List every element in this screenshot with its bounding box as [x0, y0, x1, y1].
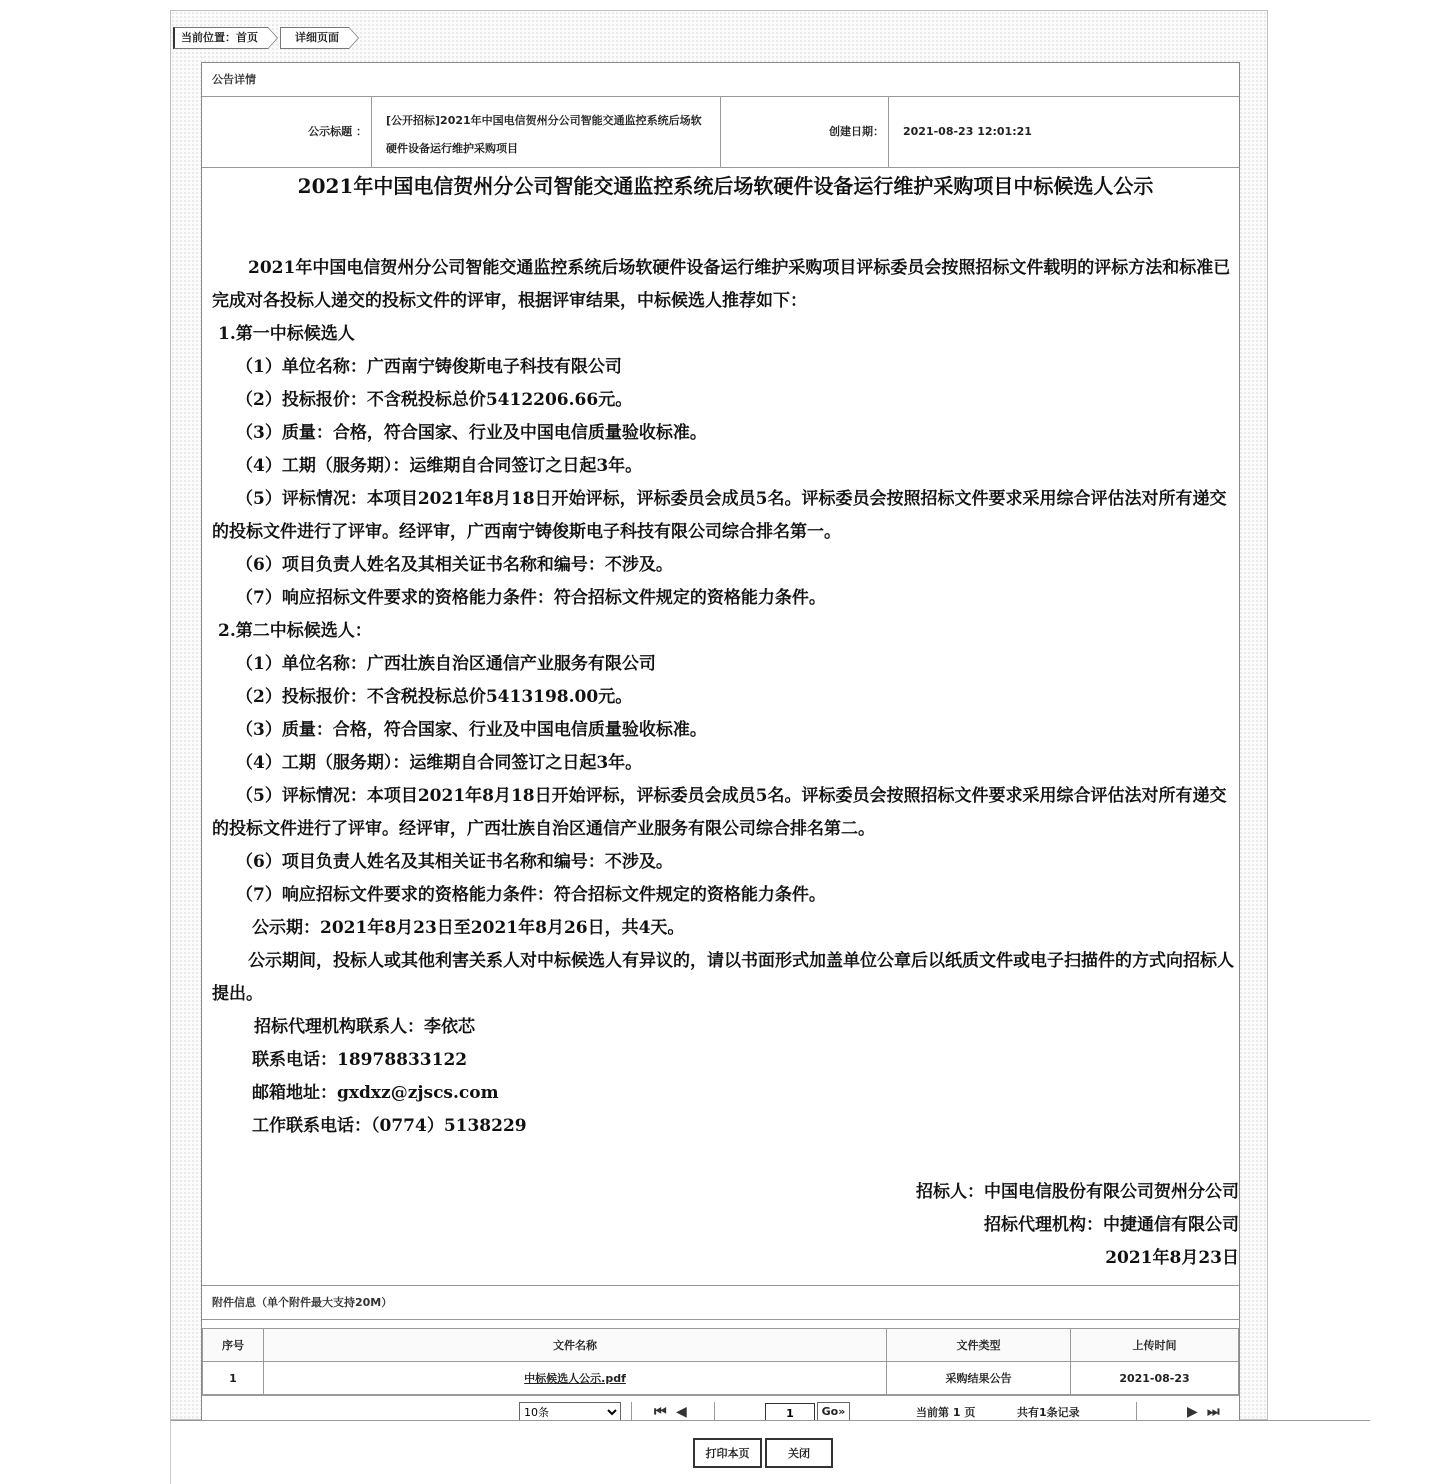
candidate2-item: （4）工期（服务期）：运维期自合同签订之日起3年。 — [236, 753, 643, 773]
column-header: 文件名称 — [264, 1329, 887, 1362]
date-value: 2021-08-23 12:01:21 — [903, 125, 1032, 138]
row-number: 1 — [203, 1362, 264, 1395]
candidate1-item: （6）项目负责人姓名及其相关证书名称和编号：不涉及。 — [236, 555, 673, 575]
title-value: [公开招标]2021年中国电信贺州分公司智能交通监控系统后场软硬件设备运行维护采购项目 — [372, 97, 721, 167]
table-row — [203, 1362, 1239, 1395]
prev-page-icon[interactable]: ◀ — [676, 1404, 687, 1420]
breadcrumb-home[interactable]: 当前位置：首页 — [173, 27, 268, 49]
current-page-text: 当前第 1 页 — [916, 1406, 976, 1419]
candidate2-item: （2）投标报价：不含税投标总价5413198.00元。 — [236, 687, 633, 707]
close-button[interactable]: 关闭 — [765, 1438, 833, 1468]
bottom-action-bar — [170, 1420, 1370, 1484]
candidate1-item: （3）质量：合格，符合国家、行业及中国电信质量验收标准。 — [236, 423, 707, 443]
intro-paragraph: 2021年中国电信贺州分公司智能交通监控系统后场软硬件设备运行维护采购项目评标委员会按照招标文件载明的评标方法和标准已完成对各投标人递交的投标文件的评审，根据评审结果，中标候选人推荐如下： — [212, 258, 1231, 311]
total-records-text: 共有1条记录 — [1017, 1406, 1080, 1419]
info-row — [202, 97, 1239, 168]
column-header: 序号 — [203, 1329, 264, 1362]
signature-agency: 招标代理机构：中捷通信有限公司 — [984, 1215, 1239, 1235]
signature-date: 2021年8月23日 — [1105, 1248, 1239, 1268]
page-frame — [170, 10, 1268, 1420]
candidate2-item: （6）项目负责人姓名及其相关证书名称和编号：不涉及。 — [236, 852, 673, 872]
last-page-icon[interactable]: ⏭ — [1207, 1404, 1220, 1420]
notice-panel — [201, 62, 1240, 1429]
upload-date: 2021-08-23 — [1071, 1362, 1239, 1395]
candidate1-heading: 1.第一中标候选人 — [218, 324, 355, 344]
candidate1-item: （5）评标情况：本项目2021年8月18日开始评标，评标委员会成员5名。评标委员会按照招标文件要求采用综合评估法对所有递交的投标文件进行了评审。经评审，广西南宁铸俊斯电子科技有限公司综合排名第一。 — [212, 489, 1227, 542]
signature-tenderer: 招标人：中国电信股份有限公司贺州分公司 — [916, 1182, 1239, 1202]
contact-phone: 联系电话：18978833122 — [252, 1050, 468, 1070]
publicity-period: 公示期：2021年8月23日至2021年8月26日，共4天。 — [252, 918, 685, 938]
attachments-header: 附件信息（单个附件最大支持20M） — [202, 1285, 1239, 1320]
title-label: 公示标题 ： — [202, 97, 372, 167]
candidate2-item: （1）单位名称：广西壮族自治区通信产业服务有限公司 — [236, 654, 656, 674]
go-button[interactable]: Go» — [817, 1402, 850, 1422]
column-header: 文件类型 — [887, 1329, 1071, 1362]
file-link[interactable]: 中标候选人公示.pdf — [524, 1372, 626, 1385]
file-type: 采购结果公告 — [887, 1362, 1071, 1395]
candidate1-item: （7）响应招标文件要求的资格能力条件：符合招标文件规定的资格能力条件。 — [236, 588, 826, 608]
candidate2-item: （7）响应招标文件要求的资格能力条件：符合招标文件规定的资格能力条件。 — [236, 885, 826, 905]
next-page-icon[interactable]: ▶ — [1187, 1404, 1198, 1420]
document-title: 2021年中国电信贺州分公司智能交通监控系统后场软硬件设备运行维护采购项目中标候选人公示 — [297, 174, 1154, 198]
print-button[interactable]: 打印本页 — [693, 1438, 762, 1468]
agent-contact: 招标代理机构联系人：李依芯 — [254, 1017, 475, 1037]
date-label: 创建日期： — [721, 97, 889, 167]
candidate2-item: （3）质量：合格，符合国家、行业及中国电信质量验收标准。 — [236, 720, 707, 740]
candidate1-item: （1）单位名称：广西南宁铸俊斯电子科技有限公司 — [236, 357, 622, 377]
contact-email: 邮箱地址：gxdxz@zjscs.com — [252, 1083, 499, 1103]
page-size-select[interactable] — [519, 1402, 621, 1422]
breadcrumb — [173, 27, 349, 49]
work-phone: 工作联系电话：（0774）5138229 — [252, 1116, 527, 1136]
file-name-cell — [264, 1362, 887, 1395]
objection-paragraph: 公示期间，投标人或其他利害关系人对中标候选人有异议的，请以书面形式加盖单位公章后以纸质文件或电子扫描件的方式向招标人提出。 — [212, 951, 1234, 1004]
candidate1-item: （4）工期（服务期）：运维期自合同签订之日起3年。 — [236, 456, 643, 476]
column-header: 上传时间 — [1071, 1329, 1239, 1362]
candidate2-heading: 2.第二中标候选人： — [218, 621, 372, 641]
breadcrumb-current: 详细页面 — [280, 27, 349, 49]
panel-header: 公告详情 — [202, 63, 1239, 97]
first-page-icon[interactable]: ⏮ — [654, 1404, 667, 1420]
candidate1-item: （2）投标报价：不含税投标总价5412206.66元。 — [236, 390, 633, 410]
attachments-table — [202, 1328, 1239, 1395]
notice-content — [202, 168, 1239, 1285]
table-header-row — [203, 1329, 1239, 1362]
candidate2-item: （5）评标情况：本项目2021年8月18日开始评标，评标委员会成员5名。评标委员会按照招标文件要求采用综合评估法对所有递交的投标文件进行了评审。经评审，广西壮族自治区通信产业服务有限公司综合排名第二。 — [212, 786, 1227, 839]
